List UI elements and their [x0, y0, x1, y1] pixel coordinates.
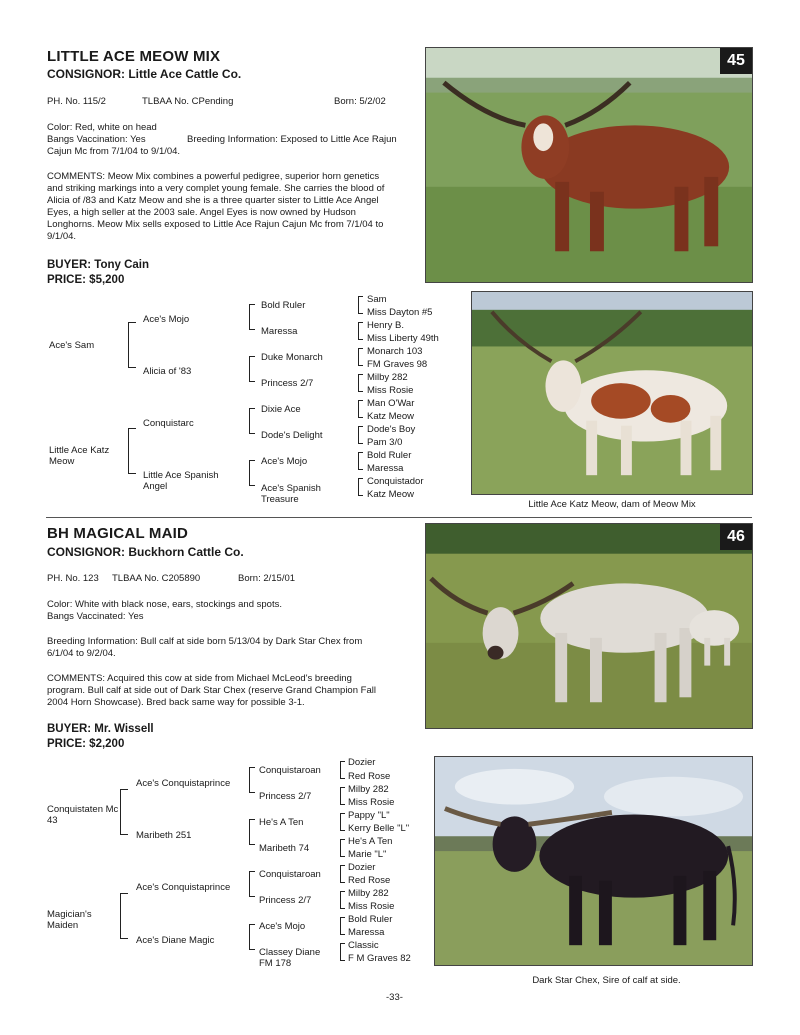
pedigree-gen3: Princess 2/7 — [261, 378, 314, 389]
pedigree-gen2: Alicia of '83 — [143, 366, 192, 377]
pedigree-gen3: Ace's Mojo — [259, 921, 306, 932]
pedigree-bracket — [358, 322, 363, 340]
pedigree-gen4: Man O'War — [367, 398, 415, 409]
pedigree-bracket — [340, 787, 345, 805]
lot45-dam-photo — [471, 291, 753, 495]
pedigree-bracket — [340, 865, 345, 883]
pedigree-gen4: Kerry Belle "L" — [348, 823, 410, 834]
lot45-ph-no: PH. No. 115/2 — [47, 96, 106, 107]
pedigree-gen3: Ace's Spanish Treasure — [261, 483, 321, 505]
pedigree-bracket — [358, 478, 363, 496]
pedigree-gen1: Ace's Sam — [49, 340, 95, 351]
pedigree-bracket — [128, 428, 136, 474]
pedigree-gen4: Milby 282 — [348, 888, 389, 899]
breeding-line: Breeding Information: Bull calf at side born 5/13/04 by Dark Star Chex from — [47, 636, 363, 647]
lot46-title: BH MAGICAL MAID — [47, 525, 189, 542]
pedigree-gen3: Bold Ruler — [261, 300, 306, 311]
pedigree-gen4: Pam 3/0 — [367, 437, 403, 448]
pedigree-gen4: F M Graves 82 — [348, 953, 411, 964]
lot46-price: PRICE: $2,200 — [47, 738, 125, 750]
pedigree-gen4: Dozier — [348, 862, 376, 873]
comment-line: COMMENTS: Acquired this cow at side from Michael McLeod's breeding — [47, 673, 352, 684]
lot46-consignor — [47, 545, 244, 559]
pedigree-gen4: Milby 282 — [367, 372, 408, 383]
pedigree-bracket — [340, 917, 345, 935]
pedigree-gen1: Little Ace Katz Meow — [49, 445, 110, 467]
pedigree-gen3: Maribeth 74 — [259, 843, 310, 854]
pedigree-gen4: Miss Rosie — [348, 901, 395, 912]
pedigree-bracket — [358, 400, 363, 418]
pedigree-bracket — [128, 322, 136, 368]
page-number: -33- — [386, 992, 403, 1003]
consignor-label: CONSIGNOR: — [47, 545, 125, 559]
pedigree-gen3: Dode's Delight — [261, 430, 323, 441]
pedigree-gen4: Dode's Boy — [367, 424, 416, 435]
comment-line: COMMENTS: Meow Mix combines a powerful pedigree, superior horn genetics — [47, 171, 380, 182]
pedigree-gen4: Maressa — [367, 463, 404, 474]
lot46-breeding — [47, 636, 419, 660]
lot46-comments — [47, 673, 419, 709]
pedigree-gen4: Miss Liberty 49th — [367, 333, 439, 344]
pedigree-bracket — [340, 891, 345, 909]
comment-line: Longhorns. Meow Mix sells exposed to Little Ace Rajun Cajun Mc from 7/1/04 to — [47, 219, 384, 230]
pedigree-gen3: Classey Diane FM 178 — [259, 947, 321, 969]
lot46-tlbaa-no: TLBAA No. C205890 — [112, 573, 201, 584]
pedigree-gen4: Miss Rosie — [367, 385, 414, 396]
pedigree-gen2: Ace's Diane Magic — [136, 935, 215, 946]
pedigree-bracket — [249, 871, 255, 897]
pedigree-bracket — [358, 426, 363, 444]
pedigree-gen2: Ace's Conquistaprince — [136, 882, 231, 893]
pedigree-gen4: Milby 282 — [348, 784, 389, 795]
comment-line: Alicia of /83 and Katz Meow and she is a three quarter sister to Little Ace Angel — [47, 195, 379, 206]
pedigree-bracket — [249, 304, 255, 330]
lot46-photo-caption: Dark Star Chex, Sire of calf at side. — [532, 975, 681, 986]
lot45-breeding-2: Cajun Mc from 7/1/04 to 9/1/04. — [47, 146, 181, 157]
pedigree-bracket — [249, 408, 255, 434]
consignor-value: Buckhorn Cattle Co. — [128, 545, 244, 559]
lot45-title: LITTLE ACE MEOW MIX — [47, 48, 221, 65]
pedigree-gen2: Maribeth 251 — [136, 830, 192, 841]
pedigree-gen4: He's A Ten — [348, 836, 393, 847]
pedigree-gen4: Maressa — [348, 927, 385, 938]
pedigree-gen4: Miss Rosie — [348, 797, 395, 808]
lot45-buyer: BUYER: Tony Cain — [47, 259, 150, 271]
comment-line: and striking markings into a very complet young female. She carries the blood of — [47, 183, 385, 194]
lot46-buyer: BUYER: Mr. Wissell — [47, 723, 154, 735]
spotted-cow-image — [472, 292, 752, 494]
pedigree-gen4: Pappy "L" — [348, 810, 390, 821]
pedigree-gen4: FM Graves 98 — [367, 359, 428, 370]
pedigree-bracket — [249, 819, 255, 845]
pedigree-bracket — [249, 356, 255, 382]
pedigree-gen4: Katz Meow — [367, 411, 414, 422]
lot46-color: Color: White with black nose, ears, stockings and spots. — [47, 599, 282, 610]
pedigree-gen4: Monarch 103 — [367, 346, 423, 357]
lot-number-badge: 46 — [720, 524, 752, 550]
lot45-photo-caption: Little Ace Katz Meow, dam of Meow Mix — [528, 499, 696, 510]
pedigree-gen4: Conquistador — [367, 476, 424, 487]
pedigree-bracket — [340, 813, 345, 831]
pedigree-gen4: Red Rose — [348, 875, 391, 886]
consignor-value: Little Ace Cattle Co. — [128, 67, 242, 81]
lot46-main-photo — [425, 523, 753, 729]
consignor-label: CONSIGNOR: — [47, 67, 125, 81]
lot46-sire-photo — [434, 756, 753, 966]
pedigree-bracket — [340, 761, 345, 779]
pedigree-gen4: Red Rose — [348, 771, 391, 782]
lot45-main-photo — [425, 47, 753, 283]
pedigree-bracket — [358, 452, 363, 470]
pedigree-gen3: Conquistaroan — [259, 869, 321, 880]
pedigree-bracket — [120, 789, 128, 835]
lot45-price: PRICE: $5,200 — [47, 274, 125, 286]
pedigree-bracket — [249, 924, 255, 950]
pedigree-gen3: Duke Monarch — [261, 352, 323, 363]
lot-number-badge: 45 — [720, 48, 752, 74]
pedigree-bracket — [358, 296, 363, 314]
lot45-bangs: Bangs Vaccination: Yes — [47, 134, 146, 145]
black-bull-image — [435, 757, 752, 965]
breeding-line: 6/1/04 to 9/2/04. — [47, 648, 116, 659]
red-cow-image — [426, 48, 752, 282]
lot45-comments — [47, 171, 419, 243]
pedigree-gen4: Marie "L" — [348, 849, 387, 860]
comment-line: 2004 Horn Showcase). Bred back same way for possible 3-1. — [47, 697, 305, 708]
lot46-bangs: Bangs Vaccinated: Yes — [47, 611, 144, 622]
lot45-breeding-1: Breeding Information: Exposed to Little Ace Rajun — [187, 134, 397, 145]
comment-line: program. Bull calf at side out of Dark Star Chex (reserve Grand Champion Fall — [47, 685, 376, 696]
pedigree-gen3: Conquistaroan — [259, 765, 321, 776]
pedigree-bracket — [358, 348, 363, 366]
pedigree-gen3: Princess 2/7 — [259, 791, 312, 802]
pedigree-gen4: Classic — [348, 940, 379, 951]
lot45-color: Color: Red, white on head — [47, 122, 157, 133]
pedigree-gen3: Maressa — [261, 326, 298, 337]
pedigree-gen4: Bold Ruler — [348, 914, 393, 925]
lot46-born: Born: 2/15/01 — [238, 573, 296, 584]
comment-line: 9/1/04. — [47, 231, 77, 242]
pedigree-gen2: Ace's Mojo — [143, 314, 190, 325]
pedigree-bracket — [340, 839, 345, 857]
pedigree-gen4: Sam — [367, 294, 387, 305]
pedigree-bracket — [249, 767, 255, 793]
pedigree-bracket — [249, 460, 255, 486]
pedigree-gen4: Miss Dayton #5 — [367, 307, 433, 318]
pedigree-gen3: He's A Ten — [259, 817, 304, 828]
pedigree-gen1: Conquistaten Mc 43 — [47, 804, 119, 826]
lot45-consignor — [47, 67, 241, 81]
pedigree-gen3: Princess 2/7 — [259, 895, 312, 906]
pedigree-gen2: Little Ace Spanish Angel — [143, 470, 219, 492]
pedigree-gen2: Conquistarc — [143, 418, 194, 429]
pedigree-bracket — [120, 893, 128, 939]
comment-line: Eyes, a high seller at the 2003 sale. Angel Eyes is now owned by Hudson — [47, 207, 356, 218]
pedigree-gen3: Dixie Ace — [261, 404, 301, 415]
pedigree-gen3: Ace's Mojo — [261, 456, 308, 467]
pedigree-gen4: Dozier — [348, 757, 376, 768]
pedigree-bracket — [358, 374, 363, 392]
lot45-tlbaa-no: TLBAA No. CPending — [142, 96, 234, 107]
pedigree-gen4: Henry B. — [367, 320, 404, 331]
white-cow-image — [426, 524, 752, 728]
lot46-ph-no: PH. No. 123 — [47, 573, 99, 584]
pedigree-gen1: Magician's Maiden — [47, 909, 92, 931]
lot-divider — [46, 517, 752, 518]
lot45-born: Born: 5/2/02 — [334, 96, 386, 107]
pedigree-gen2: Ace's Conquistaprince — [136, 778, 231, 789]
pedigree-gen4: Bold Ruler — [367, 450, 412, 461]
pedigree-gen4: Katz Meow — [367, 489, 414, 500]
pedigree-bracket — [340, 943, 345, 961]
